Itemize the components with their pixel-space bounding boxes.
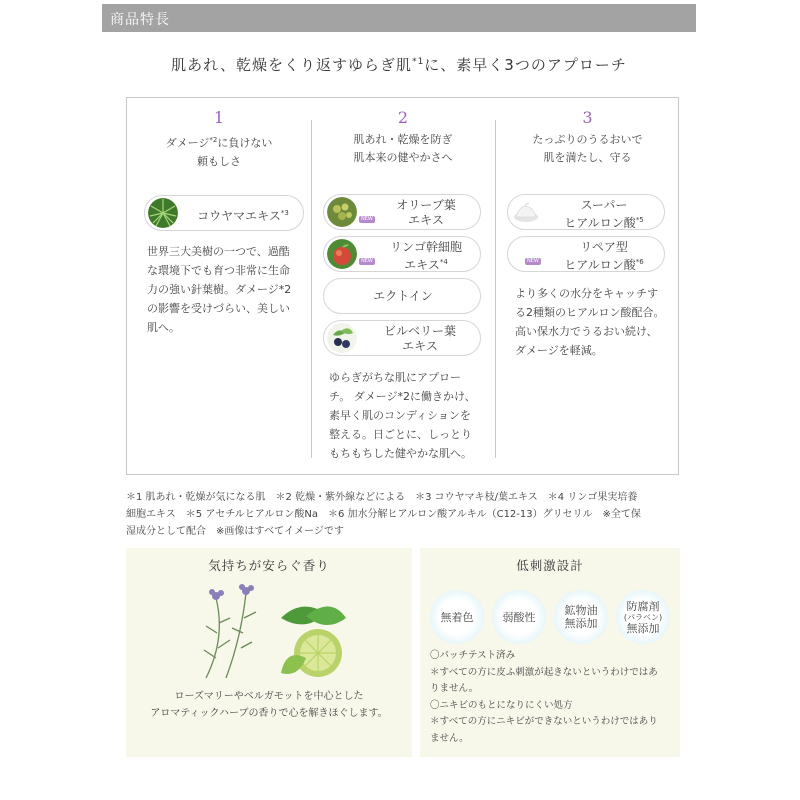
scent-panel bbox=[126, 548, 412, 757]
ingredient-name: リペア型 bbox=[580, 240, 628, 254]
badge-text: 弱酸性 bbox=[502, 610, 536, 624]
heading-text: 頼もしさ bbox=[197, 154, 241, 168]
ingredient-label bbox=[181, 206, 305, 224]
badge-no-coloring bbox=[430, 590, 484, 644]
new-badge: NEW bbox=[527, 258, 539, 264]
ingredient-label bbox=[372, 240, 480, 273]
desc-line: な環境下でも育つ非常に生命 bbox=[147, 264, 290, 277]
ingredient-name: オリーブ葉 bbox=[396, 198, 456, 212]
headline-text: 肌あれ、乾燥をくり返すゆらぎ肌 bbox=[171, 56, 413, 74]
ingredient-pill-super-hyaluronic bbox=[507, 194, 665, 230]
desc-line: ゆらぎがちな肌にアプロー bbox=[329, 371, 461, 384]
desc-line: 整える。日ごとに、しっとり bbox=[329, 428, 472, 441]
desc-line: 素早く肌のコンディションを bbox=[329, 409, 471, 422]
ingredient-name: エキス bbox=[408, 213, 444, 227]
ingredient-name: エキス bbox=[402, 339, 438, 353]
bilberry-icon bbox=[327, 323, 357, 353]
approach-3 bbox=[495, 108, 680, 167]
desc-line: もちもちした健やかな肌へ。 bbox=[329, 447, 472, 460]
low-irritation-title: 低刺激設計 bbox=[516, 558, 584, 573]
ingredient-pill-koyamaki bbox=[144, 195, 304, 231]
approach-description bbox=[329, 368, 489, 463]
ingredient-label bbox=[544, 240, 664, 273]
approach-number: 2 bbox=[397, 108, 409, 127]
ingredient-name: リンゴ幹細胞 bbox=[389, 240, 462, 254]
ingredient-label bbox=[544, 198, 664, 231]
column-divider bbox=[495, 120, 496, 458]
heading-text: たっぷりのうるおいで bbox=[532, 133, 643, 146]
footnote-line: 湿成分として配合 ※画像はすべてイメージです bbox=[126, 526, 344, 537]
note-line: 〇パッチテスト済み bbox=[430, 650, 516, 661]
desc-line: 世界三大美樹の一つで、過酷 bbox=[147, 245, 290, 258]
ingredient-label bbox=[372, 198, 480, 228]
ingredient-name: ヒアルロン酸 bbox=[564, 216, 636, 230]
badge-text: (パラベン) bbox=[623, 612, 663, 622]
note-line: ません。 bbox=[430, 732, 469, 744]
leaf-icon bbox=[148, 198, 178, 228]
new-badge: NEW bbox=[361, 216, 373, 222]
section-header bbox=[102, 4, 696, 32]
new-badge: NEW bbox=[361, 258, 373, 264]
heading-text: 肌あれ・乾燥を防ぎ bbox=[353, 133, 453, 146]
ingredient-name: スーパー bbox=[580, 198, 628, 212]
scent-panel-title: 気持ちが安らぐ香り bbox=[208, 558, 330, 573]
approach-heading bbox=[495, 131, 680, 167]
desc-line: 肌へ。 bbox=[147, 321, 180, 334]
desc-line: ダメージを軽減。 bbox=[515, 344, 603, 357]
note-line: ＊すべての方にニキビができないというわけではあり bbox=[430, 716, 658, 727]
badge-text: 鉱物油 bbox=[564, 604, 598, 617]
caption-line: ローズマリーやベルガモットを中心とした bbox=[174, 691, 364, 702]
badge-text: 防腐剤 bbox=[626, 599, 660, 613]
note-line: ＊すべての方に皮ふ刺激が起きないというわけではあ bbox=[430, 666, 658, 678]
desc-line: 高い保水力でうるおい続け、 bbox=[515, 325, 658, 338]
badge-preservative-free bbox=[616, 590, 670, 644]
note-line: りません。 bbox=[430, 683, 479, 694]
ingredient-name: エキス bbox=[404, 258, 440, 272]
heading-sup: *2 bbox=[209, 136, 218, 144]
heading-text: に負けない bbox=[217, 136, 273, 150]
column-divider bbox=[311, 120, 312, 458]
badge-text: 無着色 bbox=[440, 610, 474, 624]
low-irritation-notes bbox=[430, 648, 700, 747]
ingredient-name: エクトイン bbox=[373, 289, 433, 303]
caption-line: アロマティックハーブの香りで心を解きほぐします。 bbox=[150, 708, 388, 719]
footnote-line: 細胞エキス ＊5 アセチルヒアルロン酸Na ＊6 加水分解ヒアルロン酸アルキル（C12-13）グリセリル ※全て保 bbox=[126, 509, 641, 520]
rosemary-bergamot-illustration bbox=[186, 578, 356, 688]
heading-text: 肌本来の健やかさへ bbox=[353, 151, 453, 164]
heading-text: 肌を満たし、守る bbox=[543, 151, 632, 164]
ingredient-pill-bilberry bbox=[323, 320, 481, 356]
apple-icon bbox=[327, 239, 357, 269]
ingredient-sup: *3 bbox=[280, 209, 289, 217]
approach-number: 1 bbox=[213, 108, 225, 127]
approach-number: 3 bbox=[582, 108, 593, 127]
approaches-box bbox=[126, 97, 679, 475]
headline bbox=[102, 54, 696, 75]
headline-sup: *1 bbox=[412, 57, 425, 67]
badge-mineral-oil-free bbox=[554, 590, 608, 644]
ingredient-label bbox=[360, 324, 480, 354]
ingredient-sup: *5 bbox=[635, 216, 644, 224]
note-line: 〇ニキビのもとになりにくい処方 bbox=[430, 699, 573, 711]
approach-description bbox=[515, 284, 680, 360]
ingredient-name: ビルベリー葉 bbox=[383, 324, 456, 338]
low-irritation-panel bbox=[420, 548, 680, 757]
badge-text: 無添加 bbox=[626, 621, 660, 635]
headline-text-after: に、素早く3つのアプローチ bbox=[424, 56, 627, 74]
footnote-line: ＊1 肌あれ・乾燥が気になる肌 ＊2 乾燥・紫外線などによる ＊3 コウヤマキ枝/葉エキス ＊4 リンゴ果実培養 bbox=[126, 492, 638, 503]
approach-1 bbox=[127, 108, 311, 171]
footnotes bbox=[126, 489, 686, 540]
scent-caption bbox=[126, 688, 412, 722]
ingredient-pill-olive bbox=[323, 194, 481, 230]
desc-line: る2種類のヒアルロン酸配合。 bbox=[515, 306, 665, 319]
approach-heading bbox=[127, 131, 311, 171]
badge-text: 無添加 bbox=[564, 617, 598, 630]
cream-icon bbox=[511, 197, 541, 227]
ingredient-pill-repair-hyaluronic bbox=[507, 236, 665, 272]
olive-icon bbox=[327, 197, 357, 227]
desc-line: より多くの水分をキャッチす bbox=[515, 287, 658, 300]
approach-heading bbox=[311, 131, 495, 167]
ingredient-sup: *6 bbox=[635, 258, 644, 266]
approach-2 bbox=[311, 108, 495, 167]
ingredient-pill-apple bbox=[323, 236, 481, 272]
desc-line: 力の強い針葉樹。ダメージ*2 bbox=[147, 283, 292, 296]
ingredient-pill-ectoin bbox=[323, 278, 481, 314]
desc-line: チ。 ダメージ*2に働きかけ、 bbox=[329, 390, 476, 403]
ingredient-name: ヒアルロン酸 bbox=[564, 258, 636, 272]
ingredient-name: コウヤマエキス bbox=[197, 209, 281, 223]
heading-text: ダメージ bbox=[165, 136, 210, 150]
badge-weak-acidic bbox=[492, 590, 546, 644]
approach-description bbox=[147, 242, 307, 337]
desc-line: の影響を受けづらい、美しい bbox=[147, 302, 290, 315]
ingredient-sup: *4 bbox=[439, 258, 448, 266]
section-header-title: 商品特長 bbox=[110, 12, 170, 28]
